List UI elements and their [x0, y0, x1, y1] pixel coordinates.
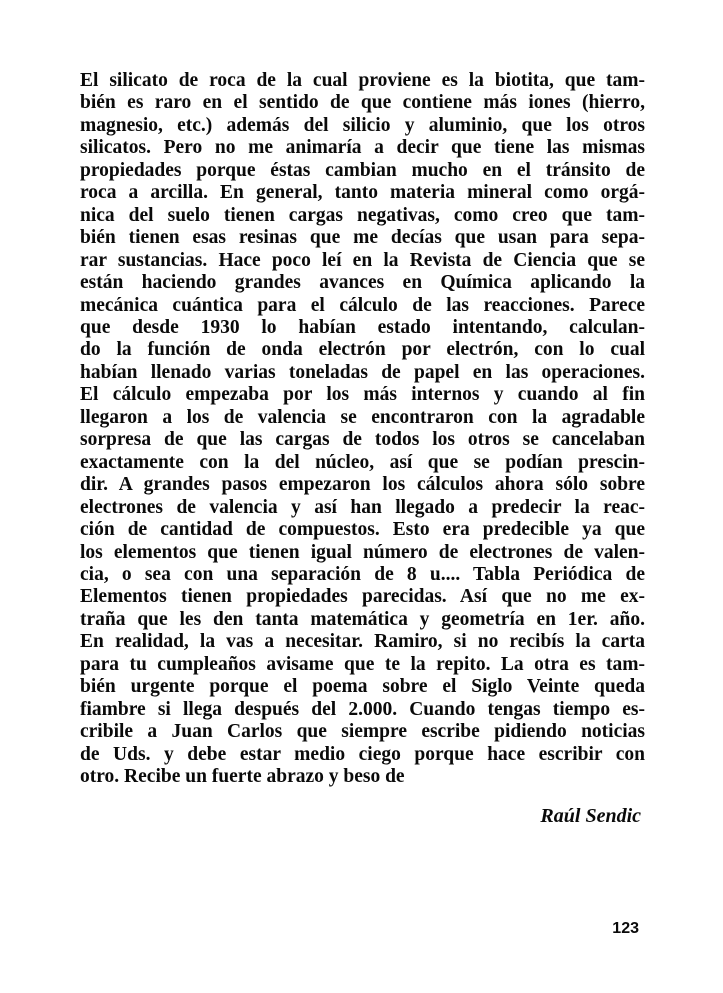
- text-line: para tu cumpleaños avisame que te la repito. La otra es tam-: [80, 653, 645, 675]
- text-line: bién tienen esas resinas que me decías que usan para sepa-: [80, 227, 645, 249]
- text-line: los elementos que tienen igual número de electrones de valen-: [80, 541, 645, 563]
- text-line: El silicato de roca de la cual proviene es la biotita, que tam-: [80, 70, 645, 91]
- letter-body-text: [80, 70, 645, 789]
- text-line: que desde 1930 lo habían estado intentando, calculan-: [80, 316, 645, 338]
- text-line: bién urgente porque el poema sobre el Siglo Veinte queda: [80, 676, 645, 698]
- text-line: magnesio, etc.) además del silicio y aluminio, que los otros: [80, 114, 645, 136]
- text-line: cia, o sea con una separación de 8 u.... Tabla Periódica de: [80, 563, 645, 585]
- text-line: ción de cantidad de compuestos. Esto era predecible ya que: [80, 519, 645, 541]
- text-line: do la función de onda electrón por electrón, con lo cual: [80, 339, 645, 361]
- text-line: dir. A grandes pasos empezaron los cálculos ahora sólo sobre: [80, 474, 645, 496]
- text-line: sorpresa de que las cargas de todos los otros se cancelaban: [80, 429, 645, 451]
- text-line: fiambre si llega después del 2.000. Cuando tengas tiempo es-: [80, 698, 645, 720]
- text-line: nica del suelo tienen cargas negativas, como creo que tam-: [80, 204, 645, 226]
- text-line: En realidad, la vas a necesitar. Ramiro, si no recibís la carta: [80, 631, 645, 653]
- text-line: llegaron a los de valencia se encontraron con la agradable: [80, 406, 645, 428]
- text-line: de Uds. y debe estar medio ciego porque hace escribir con: [80, 743, 645, 765]
- text-line: roca a arcilla. En general, tanto materia mineral como orgá-: [80, 182, 645, 204]
- text-line: exactamente con la del núcleo, así que se podían prescin-: [80, 451, 645, 473]
- text-line: Elementos tienen propiedades parecidas. Así que no me ex-: [80, 586, 645, 608]
- text-line: bién es raro en el sentido de que contiene más iones (hierro,: [80, 92, 645, 114]
- text-line: propiedades porque éstas cambian mucho en el tránsito de: [80, 159, 645, 181]
- text-line: están haciendo grandes avances en Química aplicando la: [80, 272, 645, 294]
- text-line: cribile a Juan Carlos que siempre escribe pidiendo noticias: [80, 721, 645, 743]
- text-line: electrones de valencia y así han llegado a predecir la reac-: [80, 496, 645, 518]
- text-line: traña que les den tanta matemática y geometría en 1er. año.: [80, 608, 645, 630]
- signature: Raúl Sendic: [540, 805, 641, 827]
- text-line: habían llenado varias toneladas de papel en las operaciones.: [80, 361, 645, 383]
- text-line: mecánica cuántica para el cálculo de las reacciones. Parece: [80, 294, 645, 316]
- text-line: rar sustancias. Hace poco leí en la Revista de Ciencia que se: [80, 249, 645, 271]
- text-line: otro. Recibe un fuerte abrazo y beso de: [80, 766, 405, 788]
- page-number: 123: [612, 920, 639, 937]
- text-line: silicatos. Pero no me animaría a decir que tiene las mismas: [80, 137, 645, 159]
- text-line: El cálculo empezaba por los más internos y cuando al fin: [80, 384, 645, 406]
